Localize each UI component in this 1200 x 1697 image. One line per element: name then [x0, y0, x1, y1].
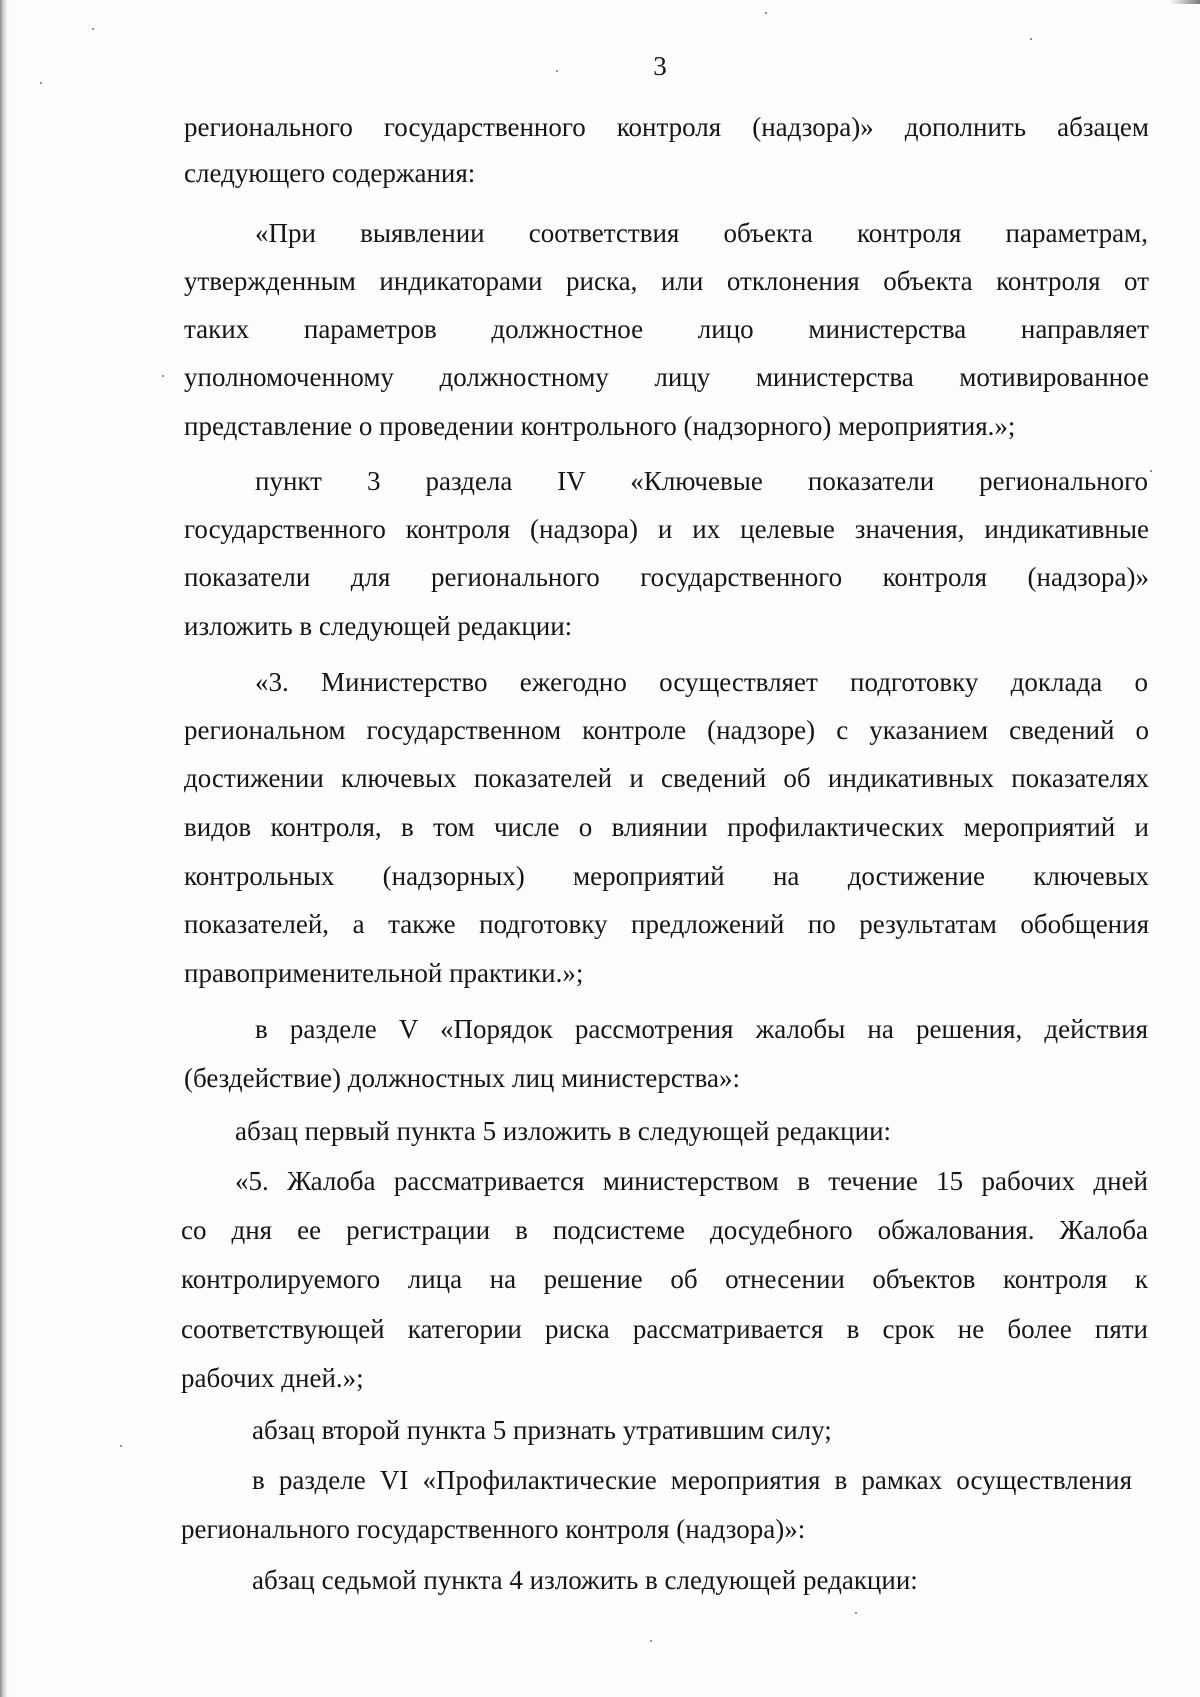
text-line: представление о проведении контрольного (надзорного) мероприятия.»;	[184, 411, 1016, 441]
text-line: «3. Министерство ежегодно осуществляет подготовку доклада о	[255, 667, 1148, 697]
text-line: «При выявлении соответствия объекта контроля параметрам,	[255, 218, 1148, 248]
text-line: государственного контроля (надзора) и их целевые значения, индикативные	[184, 514, 1149, 544]
text-line: уполномоченному должностному лицу министерства мотивированное	[184, 362, 1149, 392]
text-line: показателей, а также подготовку предложений по результатам обобщения	[184, 909, 1149, 939]
text-line: регионального государственного контроля (надзора)» дополнить абзацем	[184, 112, 1149, 142]
text-line: в разделе VI «Профилактические мероприятия в рамках осуществления	[252, 1465, 1132, 1495]
text-line: со дня ее регистрации в подсистеме досудебного обжалования. Жалоба	[181, 1215, 1148, 1245]
text-line: показатели для регионального государственного контроля (надзора)»	[184, 562, 1149, 592]
scan-speck	[120, 1445, 122, 1447]
text-line: контролируемого лица на решение об отнесении объектов контроля к	[181, 1264, 1148, 1294]
scan-speck	[1030, 38, 1032, 40]
scan-speck	[40, 82, 42, 84]
scan-speck	[162, 375, 164, 377]
text-line: регионального государственного контроля (надзора)»:	[181, 1514, 806, 1544]
text-line: абзац второй пункта 5 признать утратившим силу;	[252, 1415, 832, 1445]
text-line: видов контроля, в том числе о влиянии профилактических мероприятий и	[184, 812, 1149, 842]
scan-speck	[765, 12, 767, 14]
scan-mark	[1170, 0, 1200, 4]
text-line: контрольных (надзорных) мероприятий на достижение ключевых	[184, 861, 1149, 891]
text-line: достижении ключевых показателей и сведений об индикативных показателях	[184, 763, 1149, 793]
text-line: (бездействие) должностных лиц министерства»:	[184, 1063, 740, 1093]
page-number: 3	[653, 51, 667, 81]
text-line: пункт 3 раздела IV «Ключевые показатели регионального	[255, 466, 1148, 496]
text-line: рабочих дней.»;	[181, 1363, 364, 1393]
text-line: утвержденным индикаторами риска, или отклонения объекта контроля от	[184, 266, 1149, 296]
text-line: в разделе V «Порядок рассмотрения жалобы на решения, действия	[255, 1014, 1148, 1044]
text-line: таких параметров должностное лицо министерства направляет	[184, 314, 1149, 344]
text-line: абзац первый пункта 5 изложить в следующей редакции:	[235, 1116, 892, 1146]
scan-speck	[650, 1640, 652, 1642]
text-line: следующего содержания:	[184, 158, 476, 188]
scan-edge	[0, 0, 9, 1697]
scan-speck	[92, 28, 94, 30]
scan-speck	[1150, 470, 1152, 472]
text-line: «5. Жалоба рассматривается министерством в течение 15 рабочих дней	[235, 1166, 1148, 1196]
text-line: региональном государственном контроле (надзоре) с указанием сведений о	[184, 715, 1149, 745]
scan-speck	[556, 70, 558, 72]
text-line: изложить в следующей редакции:	[184, 611, 573, 641]
text-line: абзац седьмой пункта 4 изложить в следующей редакции:	[252, 1565, 918, 1595]
scan-speck	[855, 1612, 857, 1614]
text-line: соответствующей категории риска рассматривается в срок не более пяти	[181, 1314, 1148, 1344]
text-line: правоприменительной практики.»;	[184, 958, 584, 988]
